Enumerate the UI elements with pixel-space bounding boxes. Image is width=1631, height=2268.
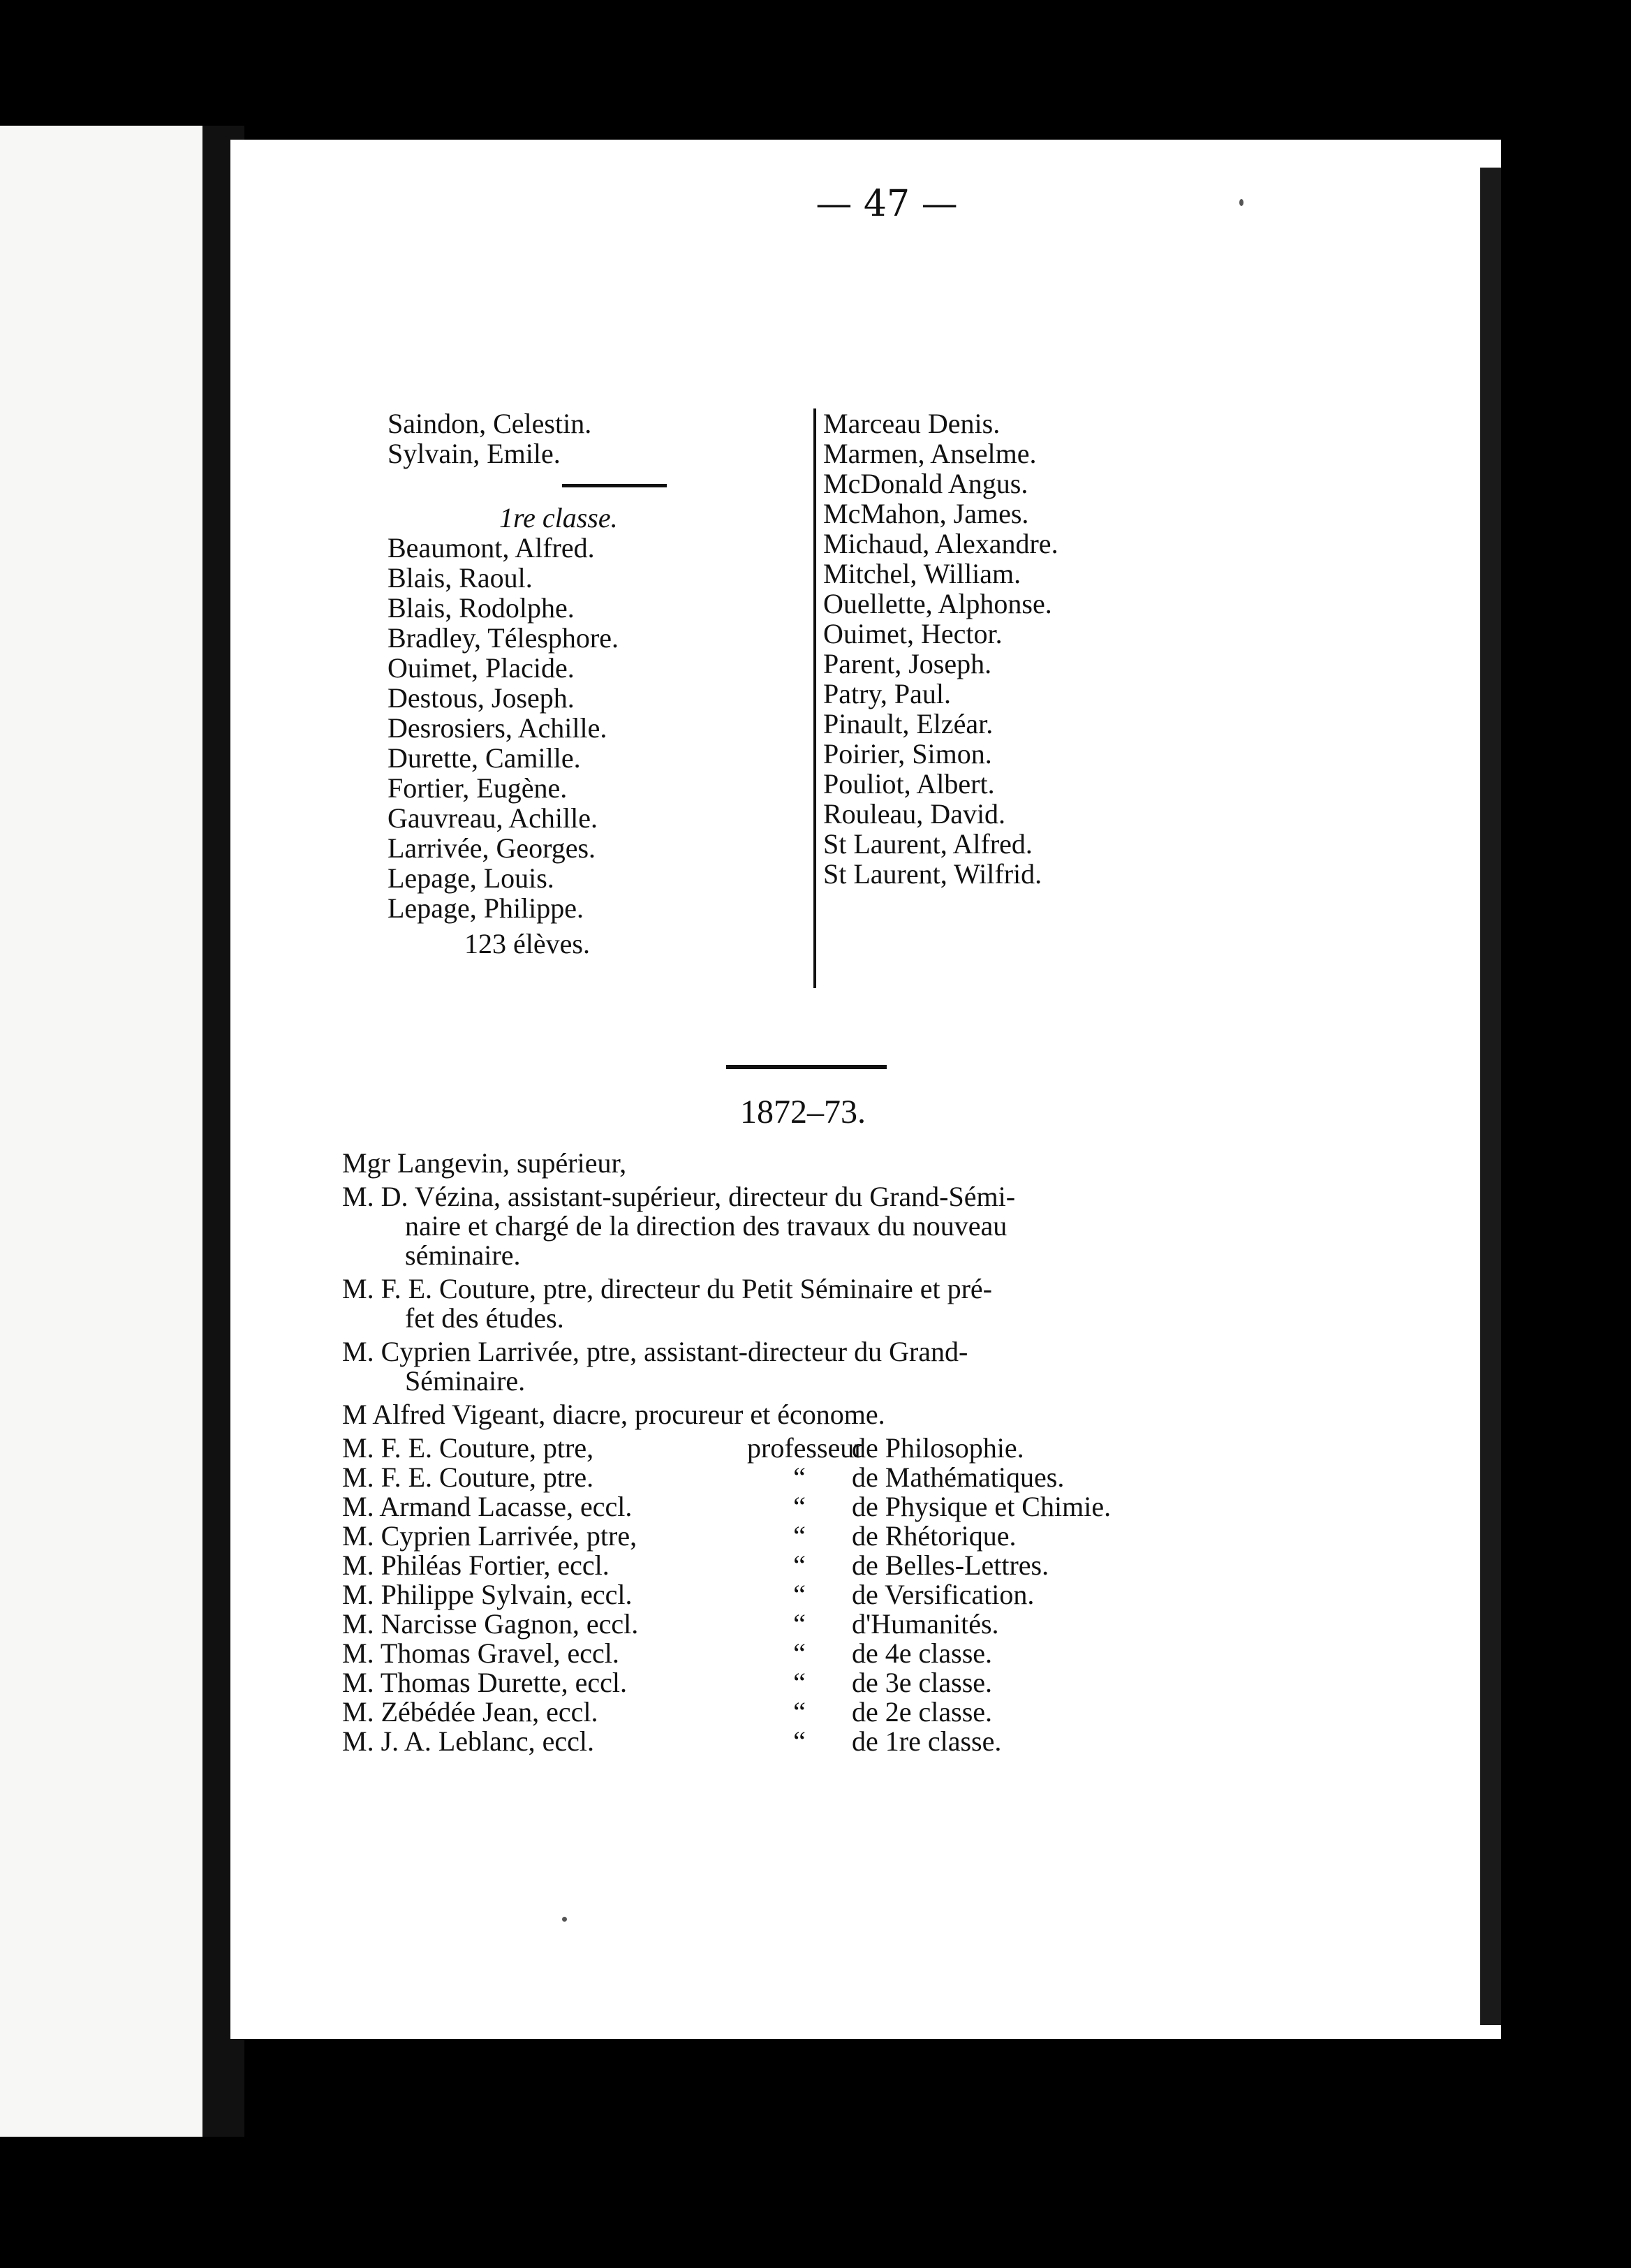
staff-entry-text: M. F. E. Couture, ptre, directeur du Petit Séminaire et pré- <box>342 1273 992 1304</box>
ditto-mark: “ <box>793 1667 806 1698</box>
professor-name: M. F. E. Couture, ptre. <box>342 1461 594 1493</box>
staff-entry <box>342 1149 1243 1178</box>
staff-list <box>342 1149 1243 1756</box>
staff-entry-text: M. D. Vézina, assistant-supérieur, directeur du Grand-Sémi- <box>342 1181 1016 1212</box>
staff-entry-continuation: fet des études. <box>405 1302 564 1334</box>
section-divider <box>726 1065 887 1069</box>
list-item: Destous, Joseph. <box>388 682 575 714</box>
professor-row <box>342 1492 1243 1522</box>
professor-subject: de 1re classe. <box>852 1725 1002 1757</box>
professor-row <box>342 1639 1243 1668</box>
facing-page-edge <box>0 126 207 2137</box>
list-item: McMahon, James. <box>823 498 1029 529</box>
staff-entry-continuation: naire et chargé de la direction des travaux du nouveau <box>405 1210 1008 1242</box>
ditto-mark: “ <box>793 1549 806 1581</box>
professor-subject: de Mathématiques. <box>852 1461 1065 1493</box>
professor-row <box>342 1551 1243 1580</box>
professor-row <box>342 1727 1243 1756</box>
list-item: Rouleau, David. <box>823 798 1006 830</box>
professor-subject: d'Humanités. <box>852 1608 999 1640</box>
section-divider <box>562 484 667 487</box>
student-list-left <box>388 408 848 959</box>
ditto-mark: “ <box>793 1520 806 1552</box>
list-item: Saindon, Celestin. <box>388 408 592 439</box>
staff-entry-text: Mgr Langevin, supérieur, <box>342 1147 627 1179</box>
staff-entry <box>342 1337 1243 1396</box>
professor-title: professeur <box>747 1432 864 1464</box>
list-item: Fortier, Eugène. <box>388 772 568 804</box>
list-item: St Laurent, Alfred. <box>823 828 1033 860</box>
list-item: Pouliot, Albert. <box>823 768 995 800</box>
ditto-mark: “ <box>793 1696 806 1728</box>
professor-subject: de Belles-Lettres. <box>852 1549 1049 1581</box>
list-item: Marceau Denis. <box>823 408 1001 439</box>
list-item: Blais, Rodolphe. <box>388 592 575 624</box>
page-number: — 47 — <box>816 183 958 225</box>
staff-entry <box>342 1182 1243 1270</box>
list-item: Desrosiers, Achille. <box>388 712 607 744</box>
professor-name: M. Armand Lacasse, eccl. <box>342 1491 633 1522</box>
print-speck <box>562 1917 567 1922</box>
professor-row <box>342 1580 1243 1610</box>
professor-name: M. Philéas Fortier, eccl. <box>342 1549 610 1581</box>
professor-name: M. Zébédée Jean, eccl. <box>342 1696 598 1728</box>
list-item: Larrivée, Georges. <box>388 832 596 864</box>
professor-subject: de Versification. <box>852 1579 1035 1610</box>
list-item: Mitchel, William. <box>823 558 1021 589</box>
list-item: Parent, Joseph. <box>823 648 992 679</box>
list-item: Ouimet, Hector. <box>823 618 1003 649</box>
staff-entry <box>342 1400 1243 1429</box>
staff-entry <box>342 1274 1243 1333</box>
professor-name: M. Thomas Gravel, eccl. <box>342 1637 619 1669</box>
list-item: Michaud, Alexandre. <box>823 528 1058 559</box>
list-item: Gauvreau, Achille. <box>388 802 598 834</box>
list-item: St Laurent, Wilfrid. <box>823 858 1042 890</box>
list-item: Lepage, Philippe. <box>388 892 584 924</box>
list-item: Lepage, Louis. <box>388 862 554 894</box>
ditto-mark: “ <box>793 1725 806 1757</box>
page-edge-shadow <box>1480 168 1501 2025</box>
professor-name: M. J. A. Leblanc, eccl. <box>342 1725 594 1757</box>
professor-name: M. Philippe Sylvain, eccl. <box>342 1579 633 1610</box>
list-item: Beaumont, Alfred. <box>388 532 595 564</box>
professor-subject: de 4e classe. <box>852 1637 993 1669</box>
print-speck <box>1239 199 1243 206</box>
students-total: 123 élèves. <box>464 928 590 959</box>
list-item: Marmen, Anselme. <box>823 438 1037 469</box>
professor-table <box>342 1434 1243 1756</box>
staff-entry-continuation: séminaire. <box>405 1239 521 1271</box>
list-item: Ouimet, Placide. <box>388 652 575 684</box>
student-list-right <box>813 408 1228 988</box>
list-item: Ouellette, Alphonse. <box>823 588 1052 619</box>
professor-name: M. Cyprien Larrivée, ptre, <box>342 1520 637 1552</box>
class-heading: 1re classe. <box>499 502 618 533</box>
professor-row <box>342 1522 1243 1551</box>
ditto-mark: “ <box>793 1637 806 1669</box>
professor-subject: de Physique et Chimie. <box>852 1491 1112 1522</box>
professor-row <box>342 1434 1243 1463</box>
staff-entry-text: M. Cyprien Larrivée, ptre, assistant-directeur du Grand- <box>342 1336 968 1367</box>
staff-entry-continuation: Séminaire. <box>405 1365 526 1397</box>
professor-subject: de Philosophie. <box>852 1432 1024 1464</box>
list-item: Durette, Camille. <box>388 742 581 774</box>
professor-subject: de Rhétorique. <box>852 1520 1017 1552</box>
professor-name: M. F. E. Couture, ptre, <box>342 1432 594 1464</box>
ditto-mark: “ <box>793 1608 806 1640</box>
professor-row <box>342 1463 1243 1492</box>
ditto-mark: “ <box>793 1461 806 1493</box>
professor-row <box>342 1610 1243 1639</box>
staff-entry-text: M Alfred Vigeant, diacre, procureur et économe. <box>342 1399 885 1430</box>
professor-subject: de 3e classe. <box>852 1667 993 1698</box>
professor-name: M. Thomas Durette, eccl. <box>342 1667 628 1698</box>
list-item: Pinault, Elzéar. <box>823 708 994 739</box>
professor-row <box>342 1698 1243 1727</box>
list-item: Poirier, Simon. <box>823 738 992 770</box>
list-item: Patry, Paul. <box>823 678 951 709</box>
professor-subject: de 2e classe. <box>852 1696 993 1728</box>
ditto-mark: “ <box>793 1491 806 1522</box>
ditto-mark: “ <box>793 1579 806 1610</box>
list-item: Blais, Raoul. <box>388 562 533 594</box>
list-item: McDonald Angus. <box>823 468 1028 499</box>
year-heading: 1872–73. <box>740 1094 866 1131</box>
professor-row <box>342 1668 1243 1698</box>
list-item: Bradley, Télesphore. <box>388 622 619 654</box>
list-item: Sylvain, Emile. <box>388 438 561 469</box>
professor-name: M. Narcisse Gagnon, eccl. <box>342 1608 639 1640</box>
